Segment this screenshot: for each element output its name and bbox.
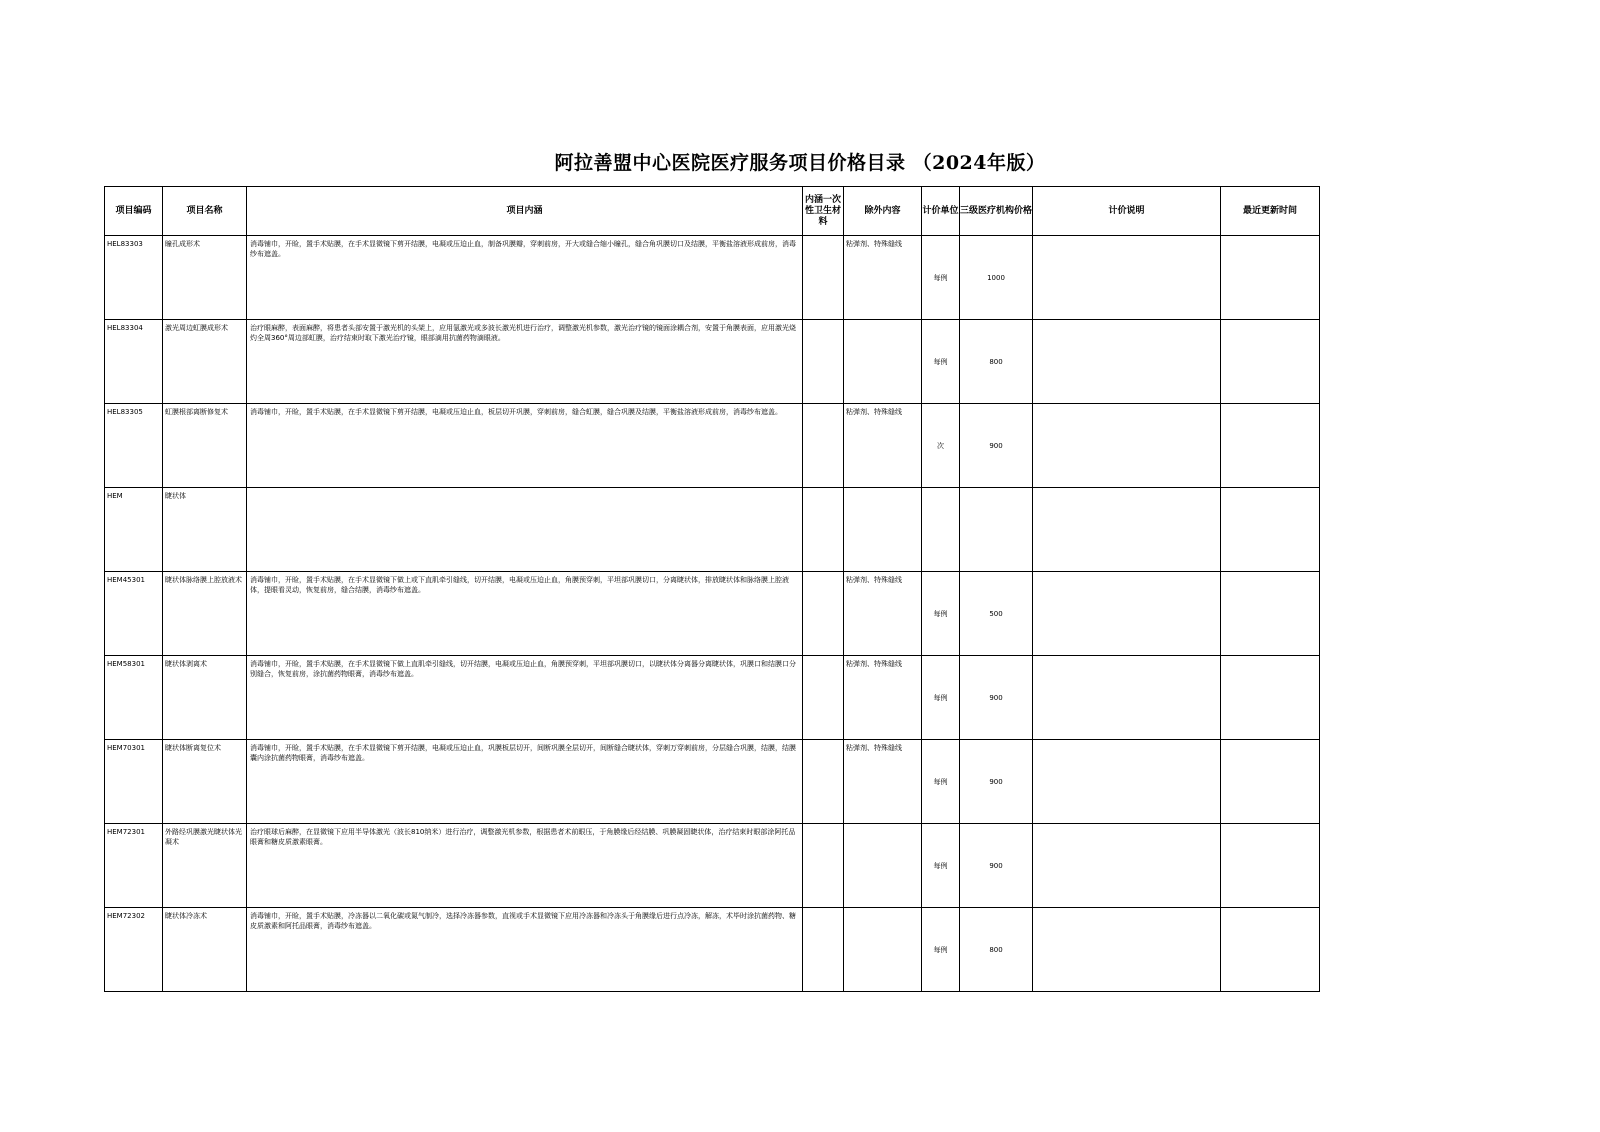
item-exclusions <box>844 824 922 908</box>
item-exclusions <box>844 320 922 404</box>
item-name: 虹膜根部离断修复术 <box>163 404 247 488</box>
item-note <box>1033 572 1221 656</box>
item-exclusions: 粘弹剂、特殊缝线 <box>844 236 922 320</box>
item-unit: 次 <box>922 404 960 488</box>
item-code: HEM58301 <box>105 656 163 740</box>
item-price: 1000 <box>960 236 1033 320</box>
item-name: 睫状体脉络膜上腔放液术 <box>163 572 247 656</box>
item-note <box>1033 740 1221 824</box>
item-updated <box>1221 824 1320 908</box>
table-row <box>105 572 1320 656</box>
item-content: 消毒铺巾，开睑，置手术贴膜，在手术显微镜下剪开结膜，电凝或压迫止血，板层切开巩膜，穿刺前房，缝合虹膜，缝合巩膜及结膜，平衡盐溶液形成前房，消毒纱布遮盖。 <box>247 404 803 488</box>
item-consumables <box>803 320 844 404</box>
item-note <box>1033 656 1221 740</box>
item-content: 治疗眼麻醉，表面麻醉，将患者头部安置于激光机的头架上，应用氩激光或多波长激光机进行治疗，调整激光机参数，激光治疗镜的镜面涂耦合剂，安置于角膜表面，应用激光烧灼全周360°周边部虹膜，治疗结束时取下激光治疗镜，眼部滴用抗菌药物滴眼液。 <box>247 320 803 404</box>
item-note <box>1033 908 1221 992</box>
header-price: 三级医疗机构价格 <box>960 187 1033 236</box>
item-code: HEM <box>105 488 163 572</box>
header-code: 项目编码 <box>105 187 163 236</box>
item-note <box>1033 488 1221 572</box>
item-content: 消毒铺巾，开睑，置手术贴膜，在手术显微镜下剪开结膜，电凝或压迫止血，制备巩膜瓣，穿刺前房，开大或缝合缩小瞳孔，缝合角巩膜切口及结膜，平衡盐溶液形成前房，消毒纱布遮盖。 <box>247 236 803 320</box>
header-row <box>105 187 1320 236</box>
item-name: 瞳孔成形术 <box>163 236 247 320</box>
item-updated <box>1221 488 1320 572</box>
item-price: 900 <box>960 824 1033 908</box>
item-consumables <box>803 404 844 488</box>
item-exclusions: 粘弹剂、特殊缝线 <box>844 656 922 740</box>
item-exclusions: 粘弹剂、特殊缝线 <box>844 572 922 656</box>
table-row <box>105 404 1320 488</box>
header-name: 项目名称 <box>163 187 247 236</box>
item-consumables <box>803 824 844 908</box>
item-name: 睫状体剥离术 <box>163 656 247 740</box>
item-name: 睫状体冷冻术 <box>163 908 247 992</box>
item-code: HEM45301 <box>105 572 163 656</box>
item-content: 消毒铺巾，开睑，置手术贴膜，在手术显微镜下剪开结膜，电凝或压迫止血，巩膜板层切开，间断巩膜全层切开，间断缝合睫状体，穿刺万穿刺前房，分层缝合巩膜，结膜，结膜囊内涂抗菌药物眼膏，消毒纱布遮盖。 <box>247 740 803 824</box>
item-exclusions <box>844 488 922 572</box>
header-consumables: 内涵一次性卫生材料 <box>803 187 844 236</box>
table-row <box>105 824 1320 908</box>
item-exclusions <box>844 908 922 992</box>
item-price: 500 <box>960 572 1033 656</box>
item-unit <box>922 488 960 572</box>
item-updated <box>1221 656 1320 740</box>
table-row <box>105 740 1320 824</box>
item-note <box>1033 824 1221 908</box>
header-note: 计价说明 <box>1033 187 1221 236</box>
item-updated <box>1221 740 1320 824</box>
item-content: 治疗眼球后麻醉，在显微镜下应用半导体激光（波长810纳米）进行治疗，调整激光机参数，根据患者术前眼压，于角膜缘后经结膜、巩膜凝固睫状体，治疗结束时眼部涂阿托品眼膏和糖皮质激素眼膏。 <box>247 824 803 908</box>
item-consumables <box>803 656 844 740</box>
item-unit: 每例 <box>922 656 960 740</box>
item-code: HEL83303 <box>105 236 163 320</box>
item-consumables <box>803 740 844 824</box>
item-exclusions: 粘弹剂、特殊缝线 <box>844 740 922 824</box>
item-exclusions: 粘弹剂、特殊缝线 <box>844 404 922 488</box>
item-name: 激光周边虹膜成形术 <box>163 320 247 404</box>
item-note <box>1033 320 1221 404</box>
page-title: 阿拉善盟中心医院医疗服务项目价格目录 （2024年版） <box>554 152 1046 174</box>
item-unit: 每例 <box>922 740 960 824</box>
item-price: 900 <box>960 740 1033 824</box>
header-content: 项目内涵 <box>247 187 803 236</box>
table-row <box>105 236 1320 320</box>
item-content: 消毒铺巾，开睑，置手术贴膜，在手术显微镜下做上直肌牵引缝线，切开结膜，电凝或压迫止血，角膜预穿刺，平坦部巩膜切口，以睫状体分离器分离睫状体，巩膜口和结膜口分别缝合，恢复前房，涂抗菌药物眼膏，消毒纱布遮盖。 <box>247 656 803 740</box>
item-price: 800 <box>960 908 1033 992</box>
item-unit: 每例 <box>922 320 960 404</box>
item-name: 外路经巩膜激光睫状体光凝术 <box>163 824 247 908</box>
item-updated <box>1221 320 1320 404</box>
table-row <box>105 656 1320 740</box>
table-row <box>105 320 1320 404</box>
table-row <box>105 908 1320 992</box>
table-row <box>105 488 1320 572</box>
item-content <box>247 488 803 572</box>
item-name: 睫状体断离复位术 <box>163 740 247 824</box>
item-consumables <box>803 236 844 320</box>
item-code: HEL83305 <box>105 404 163 488</box>
item-consumables <box>803 572 844 656</box>
item-updated <box>1221 404 1320 488</box>
header-updated: 最近更新时间 <box>1221 187 1320 236</box>
item-unit: 每例 <box>922 908 960 992</box>
item-code: HEM72301 <box>105 824 163 908</box>
item-price: 900 <box>960 404 1033 488</box>
item-note <box>1033 404 1221 488</box>
item-code: HEL83304 <box>105 320 163 404</box>
item-consumables <box>803 908 844 992</box>
item-code: HEM72302 <box>105 908 163 992</box>
header-exclusions: 除外内容 <box>844 187 922 236</box>
header-unit: 计价单位 <box>922 187 960 236</box>
item-content: 消毒铺巾，开睑，置手术贴膜，冷冻器以二氧化碳或氮气制冷，选择冷冻器参数，直视或手术显微镜下应用冷冻器和冷冻头于角膜缘后进行点冷冻，解冻，术毕时涂抗菌药物、糖皮质激素和阿托品眼膏，消毒纱布遮盖。 <box>247 908 803 992</box>
item-content: 消毒铺巾，开睑，置手术贴膜，在手术显微镜下做上或下直肌牵引缝线，切开结膜，电凝或压迫止血，角膜预穿刺，平坦部巩膜切口，分离睫状体，排放睫状体和脉络膜上腔液体，提眼看灵动，恢复前房，缝合结膜，消毒纱布遮盖。 <box>247 572 803 656</box>
item-code: HEM70301 <box>105 740 163 824</box>
price-table <box>104 186 1320 992</box>
item-unit: 每例 <box>922 572 960 656</box>
item-unit: 每例 <box>922 236 960 320</box>
item-name: 睫状体 <box>163 488 247 572</box>
item-unit: 每例 <box>922 824 960 908</box>
item-note <box>1033 236 1221 320</box>
item-updated <box>1221 908 1320 992</box>
item-consumables <box>803 488 844 572</box>
item-price <box>960 488 1033 572</box>
item-updated <box>1221 236 1320 320</box>
item-updated <box>1221 572 1320 656</box>
item-price: 900 <box>960 656 1033 740</box>
item-price: 800 <box>960 320 1033 404</box>
